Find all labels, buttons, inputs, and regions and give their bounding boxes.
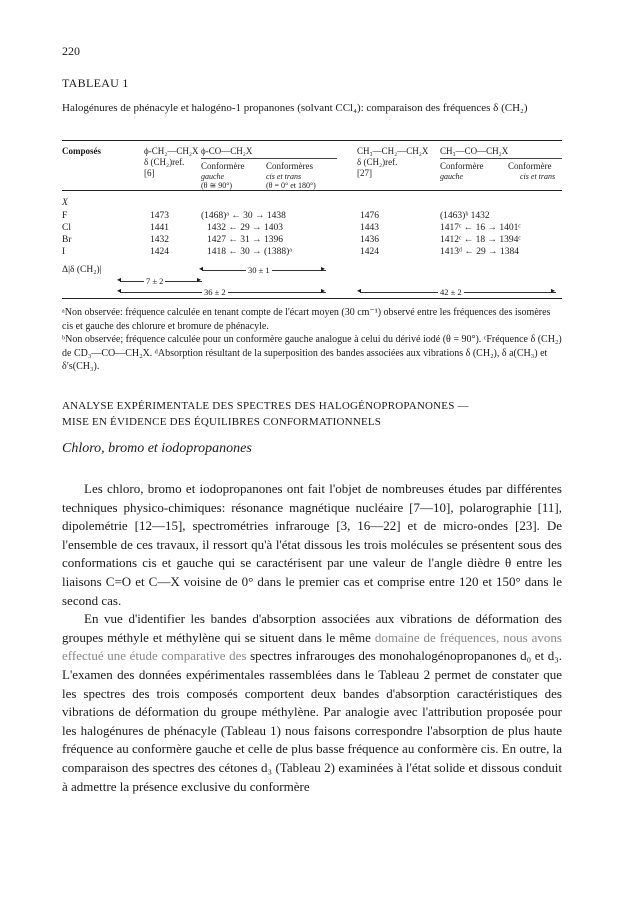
delta-label: Δ|δ (CH₂)| — [62, 265, 102, 275]
arrowhead-icon: ◂ — [117, 275, 122, 284]
arrowhead-icon: ◂ — [357, 286, 362, 295]
row-c1: 1424 — [150, 247, 169, 257]
header-col3-ref: δ (CH₂)ref. — [357, 157, 398, 167]
arrowhead-icon: ◂ — [199, 264, 204, 273]
header-col2-cistrans-angle: (θ = 0° et 180°) — [266, 181, 316, 190]
row-c2: 1432 ← 29 → 1403 — [207, 223, 283, 233]
header-col3-cite: [27] — [357, 168, 372, 178]
header-col1-ref: δ (CH₂)ref. — [144, 157, 185, 167]
row-x: I — [62, 247, 66, 257]
header-col4-formula: CH₃—CO—CH₂X — [440, 146, 509, 156]
footnote-b: ᵇNon observée; fréquence calculée pour un conformère gauche analogue à celui du dérivé iodé (θ = 90°). ᶜFréquence δ (CH₂) de CD₃—CO—CH₂X. ᵈAbsorption résultant de la superposition des bandes associées aux vibrations δ (CH₂), δ a(CH₃) et δ′s(CH₃). — [62, 334, 562, 372]
row-c4: 1412ᶜ ← 18 → 1394ᶜ — [440, 235, 521, 245]
row-c3: 1436 — [360, 235, 379, 245]
section-heading-line2: MISE EN ÉVIDENCE DES ÉQUILIBRES CONFORMATIONNELS — [62, 416, 382, 428]
header-col2-gauche-sub: gauche — [201, 172, 225, 181]
arrowhead-icon: ◂ — [117, 286, 122, 295]
table-footnotes — [62, 306, 562, 374]
header-col2-cistrans: Conformères — [266, 161, 313, 171]
header-col4-gauche: Conformère — [440, 161, 484, 171]
span-36-label: 36 ± 2 — [204, 287, 226, 297]
header-col1-cite: [6] — [144, 168, 155, 178]
row-x: Br — [62, 235, 72, 245]
paragraph-2 — [62, 610, 562, 796]
row-x: F — [62, 211, 68, 221]
header-col2-gauche: Conformère — [201, 161, 245, 171]
header-col2-rule — [201, 158, 337, 159]
x-label: X — [62, 198, 68, 208]
header-col1-formula: ϕ-CH₂—CH₂X — [144, 146, 199, 156]
row-c3: 1443 — [360, 223, 379, 233]
arrowhead-icon: ▸ — [321, 286, 326, 295]
span-42-arrow — [357, 286, 556, 297]
span-30-label: 30 ± 1 — [248, 265, 270, 275]
header-composes: Composés — [62, 146, 102, 156]
header-col4-cistrans-sub: cis et trans — [520, 172, 556, 181]
span-7-arrow — [117, 275, 202, 286]
row-c4: (1463)ᵇ 1432 — [440, 211, 490, 221]
row-c2: 1418 ← 30 → (1388)ᵃ — [207, 247, 292, 257]
table-label: TABLEAU 1 — [62, 76, 129, 90]
row-c2: 1427 ← 31 → 1396 — [207, 235, 283, 245]
section-heading — [62, 398, 562, 430]
page-number: 220 — [62, 44, 80, 58]
row-c3: 1476 — [360, 211, 379, 221]
row-x: Cl — [62, 223, 71, 233]
header-col4-rule — [440, 158, 562, 159]
arrowhead-icon: ▸ — [551, 286, 556, 295]
header-col3-formula: CH₃—CH₂—CH₂X — [357, 146, 429, 156]
span-30-arrow — [199, 264, 326, 275]
row-c1: 1473 — [150, 211, 169, 221]
paragraph-2-part-b: domaine de fréquences, nous avons effectué une étude comparative des — [62, 629, 562, 664]
header-col2-gauche-angle: (θ ≅ 90°) — [201, 181, 233, 190]
header-col2-formula: ϕ-CO—CH₂X — [201, 146, 253, 156]
arrowhead-icon: ▸ — [321, 264, 326, 273]
header-col2-cistrans-sub: cis et trans — [266, 172, 302, 181]
row-c2: (1468)ᵃ ← 30 → 1438 — [201, 211, 286, 221]
table-top-rule — [62, 140, 562, 141]
header-col4-cistrans: Conformère — [508, 161, 552, 171]
arrowhead-icon: ▸ — [197, 275, 202, 284]
table-caption: Halogénures de phénacyle et halogéno-1 propanones (solvant CCl₄): comparaison des fréquences δ (CH₂) — [62, 102, 528, 114]
row-c4: 1413ᵈ ← 29 → 1384 — [440, 247, 519, 257]
row-c4: 1417ᶜ ← 16 → 1401ᶜ — [440, 223, 521, 233]
span-7-label: 7 ± 2 — [146, 276, 164, 286]
footnote-a: ᵃNon observée: fréquence calculée en tenant compte de l'écart moyen (30 cm⁻¹) observé entre les fréquences des isomères cis et gauche des chlorure et bromure de phénacyle. — [62, 307, 551, 332]
paragraph-2-part-a: En vue d'identifier les bandes d'absorption associées aux vibrations de déformation des groupes méthyle et méthylène qui se situent dans le même — [62, 611, 562, 645]
subsection-title: Chloro, bromo et iodopropanones — [62, 441, 252, 456]
section-heading-line1: ANALYSE EXPÉRIMENTALE DES SPECTRES DES HALOGÉNOPROPANONES — — [62, 400, 469, 412]
table-header-rule — [62, 190, 562, 191]
header-col4-gauche-sub: gauche — [440, 172, 464, 181]
span-42-label: 42 ± 2 — [440, 287, 462, 297]
table-bottom-rule — [62, 298, 562, 299]
row-c1: 1441 — [150, 223, 169, 233]
row-c1: 1432 — [150, 235, 169, 245]
body-text — [62, 480, 562, 796]
paragraph-2-part-c: spectres infrarouges des monohalogénopropanones d₀ et d₃. L'examen des données expérimentales rassemblées dans le Tableau 2 permet de constater que les spectres des trois composés comportent deux bandes d'absorption caractéristiques des vibrations de déformation du groupe méthylène. Par analogie avec l'attribution proposée pour les halogénures de phénacyle (Tableau 1) nous faisons correspondre l'absorption de plus haute fréquence au conformère gauche et celle de plus basse fréquence au conformère cis. En outre, la comparaison des spectres des cétones d₃ (Tableau 2) examinées à l'état solide et dissous conduit à admettre la présence exclusive du conformère — [62, 648, 562, 794]
row-c3: 1424 — [360, 247, 379, 257]
span-36-arrow — [117, 286, 326, 297]
paragraph-1: Les chloro, bromo et iodopropanones ont fait l'objet de nombreuses études par différentes techniques physico-chimiques: résonance magnétique nucléaire [7—10], polarographie [11], dipolemétrie [12—15], spectrométries infrarouge [3, 16—22] et de micro-ondes [23]. De l'ensemble de ces travaux, il ressort qu'à l'état dissous les trois molécules se présentent sous des conformations cis et gauche qui se caractérisent par une valeur de l'angle dièdre θ entre les liaisons C=O et C—X voisine de 0° dans le premier cas et comprise entre 120 et 150° dans le second cas. — [62, 481, 562, 608]
